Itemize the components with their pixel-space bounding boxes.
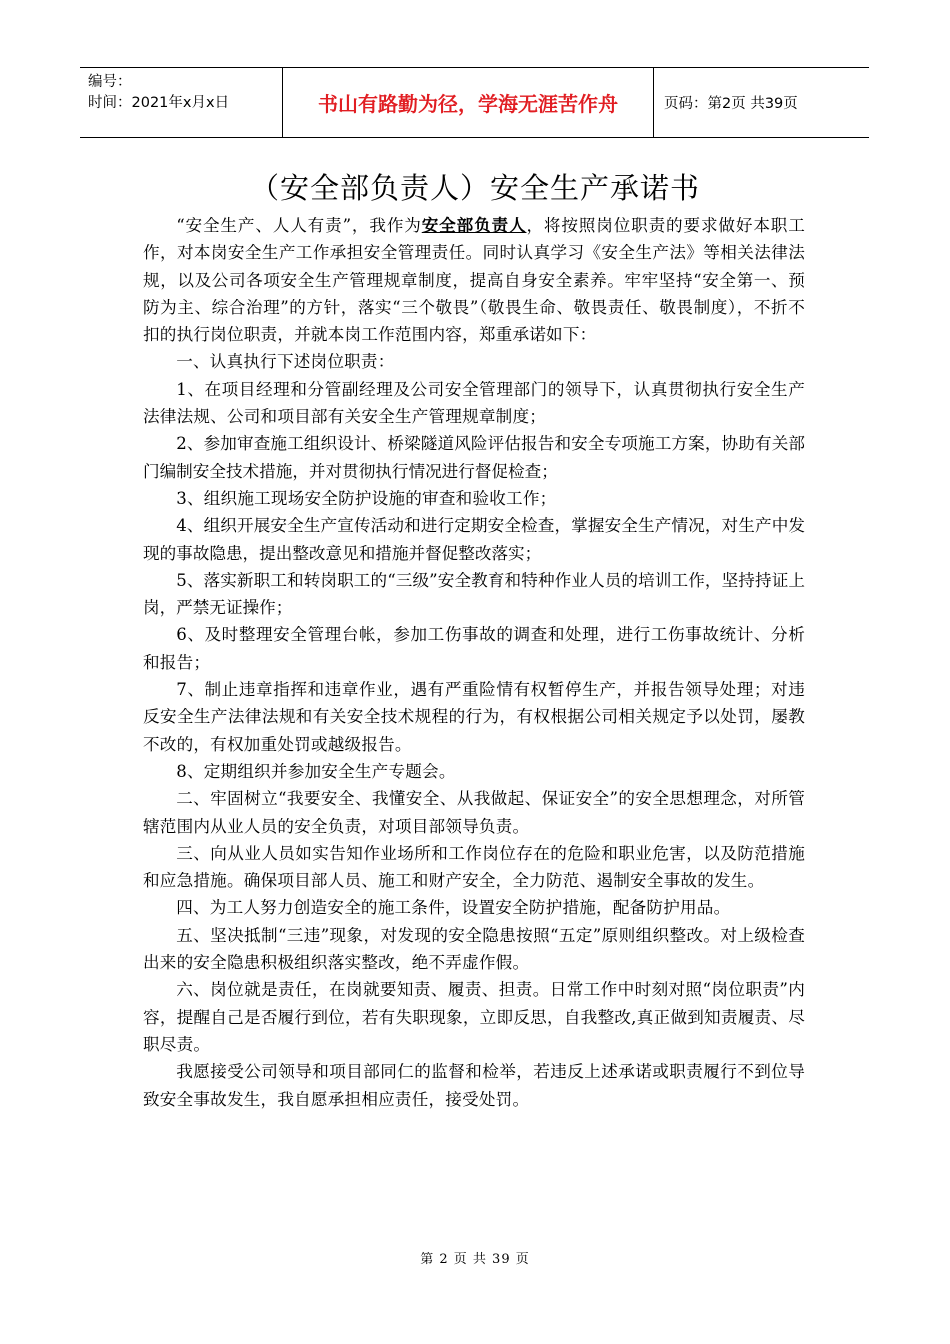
section-heading: 一、认真执行下述岗位职责： [176, 352, 395, 372]
document-title: （安全部负责人）安全生产承诺书 [249, 171, 700, 205]
duty-item: 4、组织开展安全生产宣传活动和进行定期安全检查，掌握安全生产情况，对生产中发现的事故隐患，提出整改意见和措施并督促整改落实； [143, 516, 805, 563]
intro-text-start: “安全生产、人人有责”，我作为 [176, 216, 422, 235]
role-highlight: 安全部负责人 [421, 215, 527, 235]
duty-item: 2、参加审查施工组织设计、桥梁隧道风险评估报告和安全专项施工方案，协助有关部门编制安全技术措施，并对贯彻执行情况进行督促检查； [143, 434, 805, 481]
commitment-paragraph: 三、向从业人员如实告知作业场所和工作岗位存在的危险和职业危害，以及防范措施和应急措施。确保项目部人员、施工和财产安全，全力防范、遏制安全事故的发生。 [143, 843, 805, 891]
page-header [80, 67, 869, 138]
closing-paragraph: 我愿接受公司领导和项目部同仁的监督和检举，若违反上述承诺或职责履行不到位导致安全事故发生，我自愿承担相应责任，接受处罚。 [143, 1062, 805, 1109]
duty-item: 5、落实新职工和转岗职工的“三级”安全教育和特种作业人员的培训工作，坚持持证上岗，严禁无证操作； [143, 570, 805, 618]
duty-item: 6、及时整理安全管理台帐，参加工伤事故的调查和处理，进行工伤事故统计、分析和报告； [143, 625, 805, 672]
header-page-number: 页码：第2页 共39页 [664, 96, 798, 112]
page-footer: 第 2 页 共 39 页 [420, 1252, 530, 1267]
commitment-paragraph: 四、为工人努力创造安全的施工条件，设置安全防护措施，配备防护用品。 [176, 898, 731, 918]
duty-item: 8、定期组织并参加安全生产专题会。 [176, 761, 456, 781]
commitment-paragraph: 六、岗位就是责任，在岗就要知责、履责、担责。日常工作中时刻对照“岗位职责”内容，提醒自己是否履行到位，若有失职现象，立即反思，自我整改,真正做到知责履责、尽职尽责。 [143, 980, 805, 1054]
intro-text-end: ，将按照岗位职责的要求做好本职工作，对本岗安全生产工作承担安全管理责任。同时认真学习《安全生产法》等相关法律法规，以及公司各项安全生产管理规章制度，提高自身安全素养。牢牢坚持“安全第一、预防为主、综合治理”的方针，落实“三个敬畏”（敬畏生命、敬畏责任、敬畏制度），不折不扣的执行岗位职责，并就本岗工作范围内容，郑重承诺如下： [143, 216, 806, 345]
header-motto: 书山有路勤为径，学海无涯苦作舟 [282, 68, 654, 137]
document-date-label: 时间：2021年x月x日 [88, 95, 230, 111]
document-number-label: 编号： [88, 74, 132, 90]
duty-item: 3、组织施工现场安全防护设施的审查和验收工作； [176, 488, 557, 508]
document-body [143, 212, 805, 1113]
intro-paragraph [143, 212, 805, 348]
duty-item: 7、制止违章指挥和违章作业，遇有严重险情有权暂停生产，并报告领导处理；对违反安全生产法律法规和有关安全技术规程的行为，有权根据公司相关规定予以处罚，屡教不改的，有权加重处罚或越级报告。 [143, 680, 805, 754]
duty-item: 1、在项目经理和分管副经理及公司安全管理部门的领导下，认真贯彻执行安全生产法律法规、公司和项目部有关安全生产管理规章制度； [143, 379, 805, 427]
commitment-paragraph: 五、坚决抵制“三违”现象，对发现的安全隐患按照“五定”原则组织整改。对上级检查出来的安全隐患积极组织落实整改，绝不弄虚作假。 [143, 925, 805, 973]
commitment-paragraph: 二、牢固树立“我要安全、我懂安全、从我做起、保证安全”的安全思想理念，对所管辖范围内从业人员的安全负责，对项目部领导负责。 [143, 789, 805, 836]
header-info [80, 68, 282, 137]
